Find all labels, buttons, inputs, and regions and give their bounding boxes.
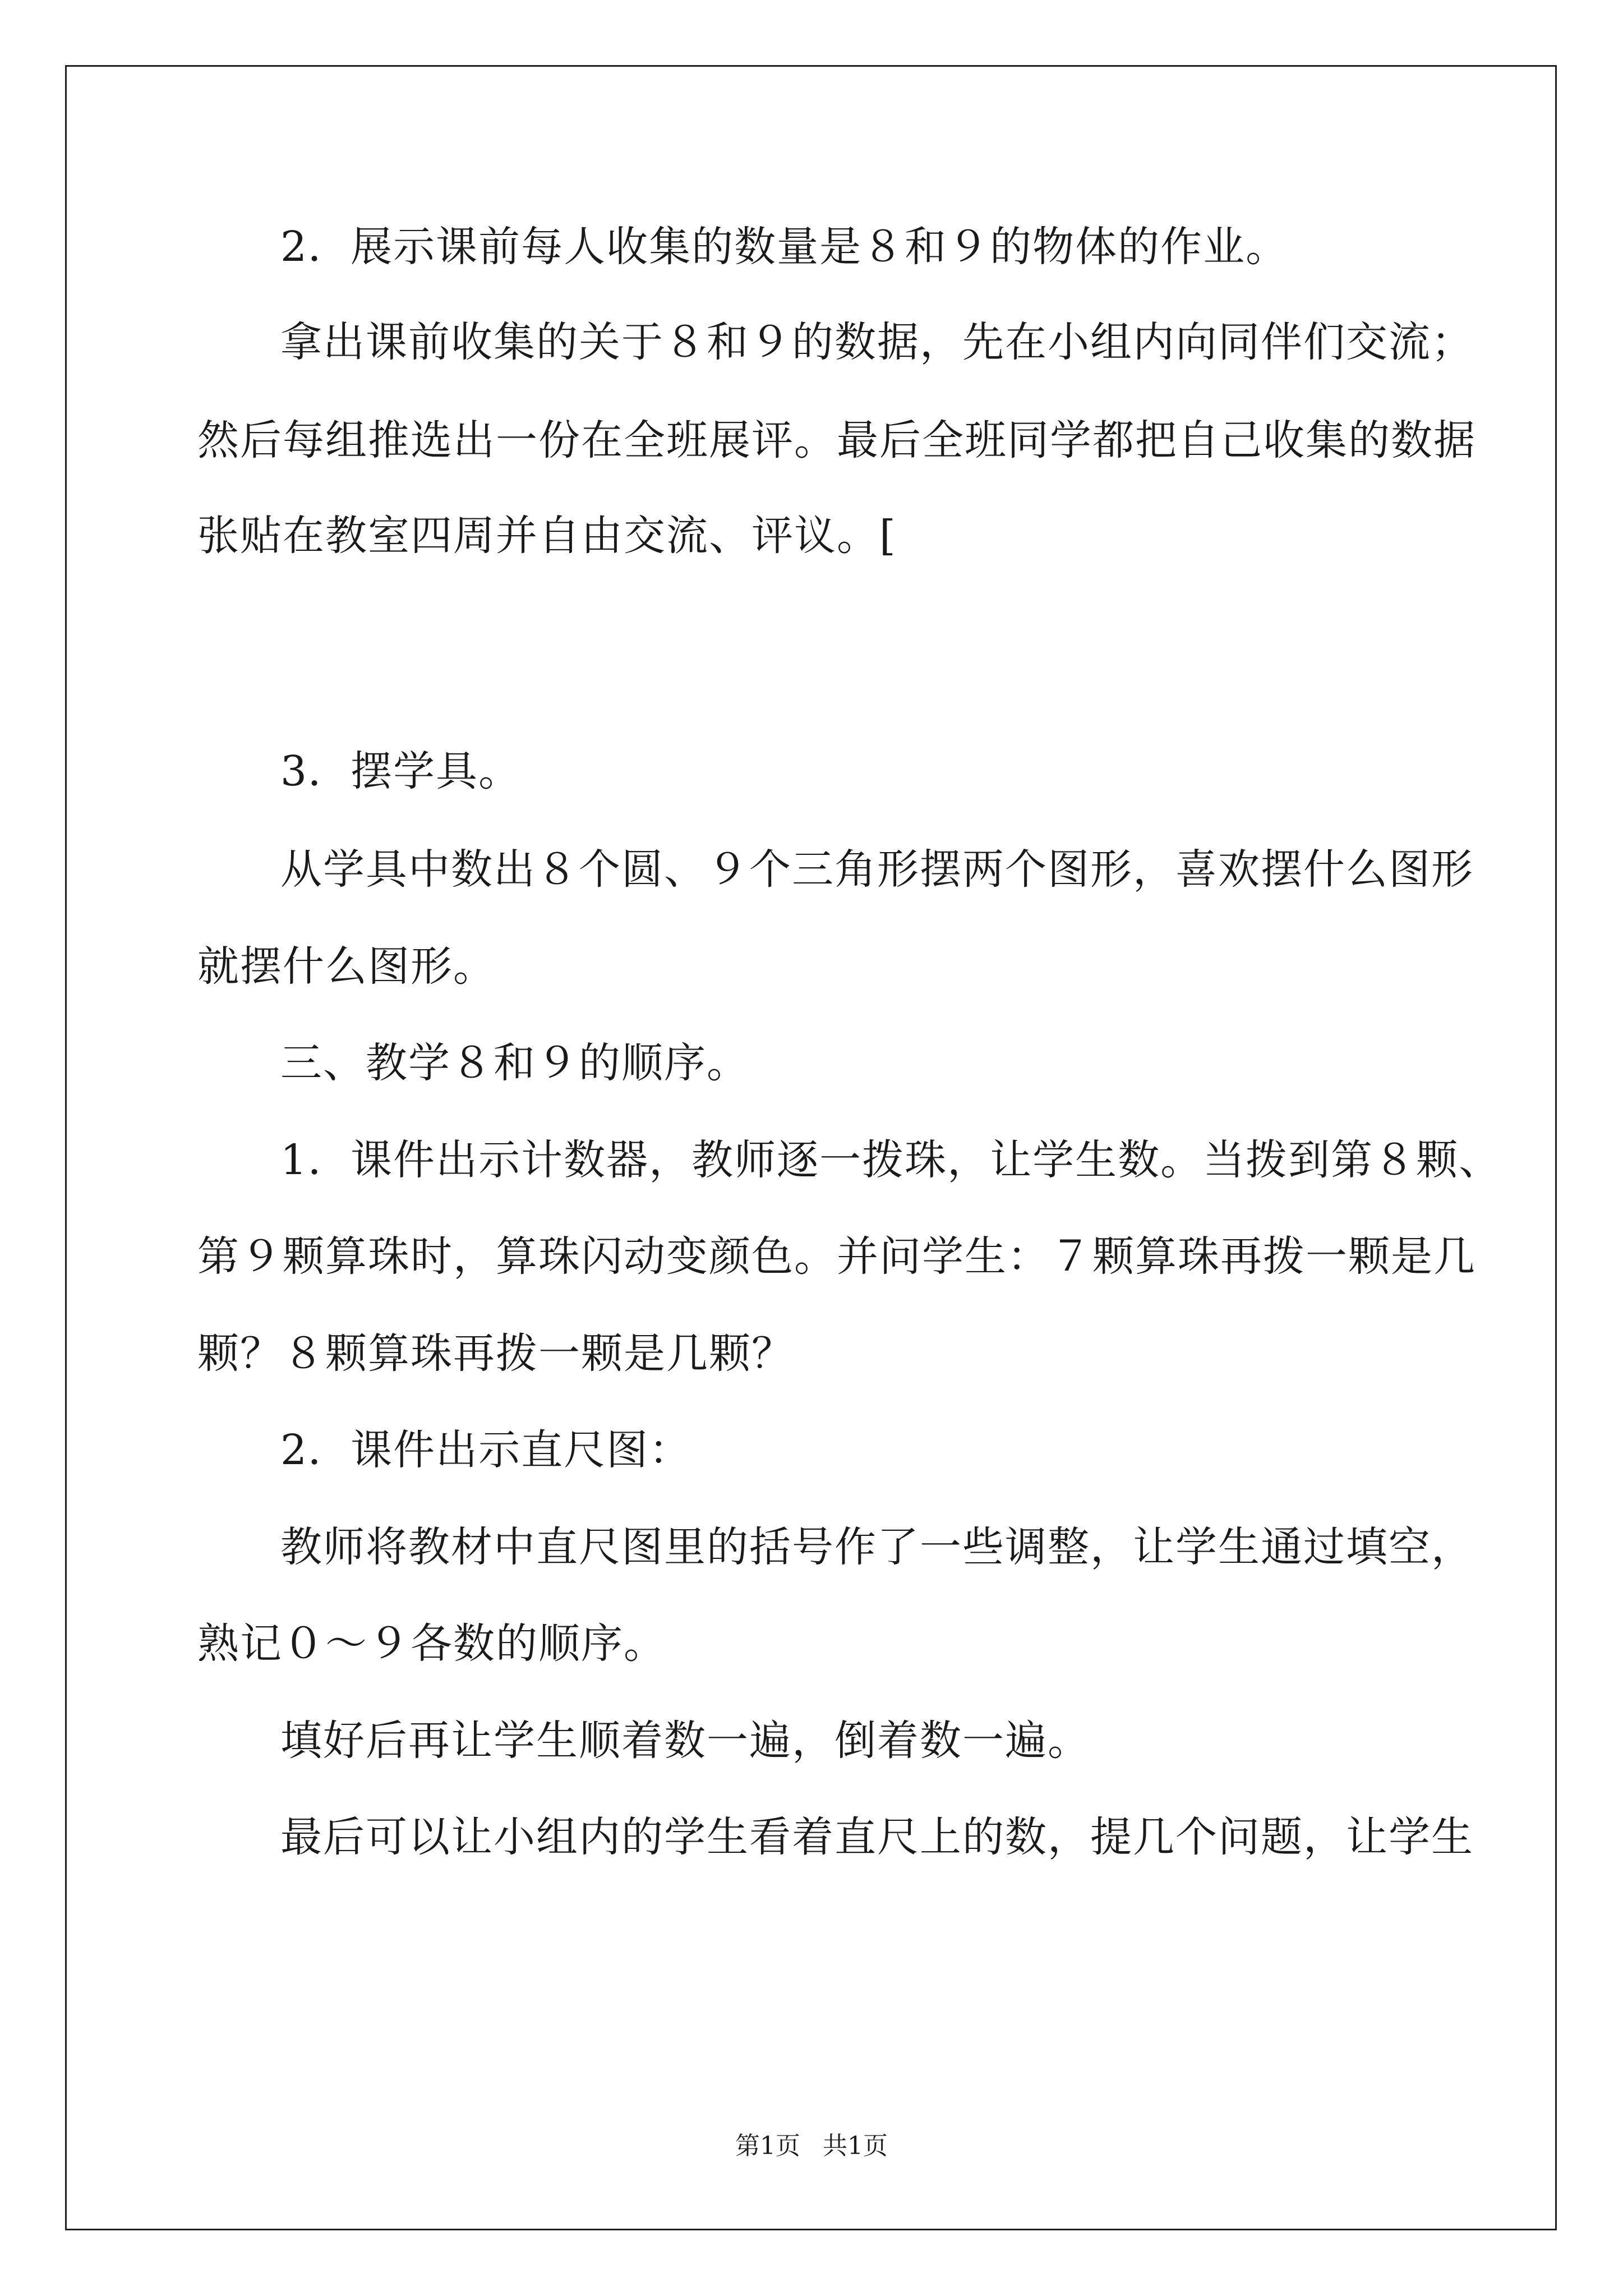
paragraph-line: 最后可以让小组内的学生看着直尺上的数，提几个问题，让学生: [280, 1813, 1474, 1861]
paragraph-line: 填好后再让学生顺着数一遍，倒着数一遍。: [280, 1717, 1090, 1765]
paragraph-line: 教师将教材中直尺图里的括号作了一些调整，让学生通过填空，: [280, 1523, 1474, 1571]
paragraph-line: 然后每组推选出一份在全班展评。最后全班同学都把自己收集的数据: [197, 416, 1476, 464]
page-footer: [0, 2131, 1623, 2162]
paragraph-line: 2．展示课前每人收集的数量是８和９的物体的作业。: [280, 223, 1289, 271]
paragraph-line: 熟记０～９各数的顺序。: [197, 1619, 666, 1668]
paragraph-line: 3．摆学具。: [280, 747, 522, 795]
paragraph-line: 拿出课前收集的关于８和９的数据，先在小组内向同伴们交流；: [280, 318, 1474, 366]
paragraph-line: 就摆什么图形。: [197, 942, 496, 991]
paragraph-line: 颗？８颗算珠再拨一颗是几颗？: [197, 1329, 794, 1378]
paragraph-line: 张贴在教室四周并自由交流、评议。[: [197, 512, 897, 560]
page-total: 共1页: [823, 2132, 888, 2160]
page-number: 第1页: [735, 2132, 800, 2160]
paragraph-line: 2．课件出示直尺图：: [280, 1426, 692, 1474]
paragraph-line: 1．课件出示计数器，教师逐一拨珠，让学生数。当拨到第８颗、: [280, 1136, 1502, 1184]
paragraph-line: 第９颗算珠时，算珠闪动变颜色。并问学生：７颗算珠再拨一颗是几: [197, 1232, 1476, 1281]
section-heading: 三、教学８和９的顺序。: [280, 1039, 749, 1087]
paragraph-line: 从学具中数出８个圆、９个三角形摆两个图形，喜欢摆什么图形: [280, 845, 1474, 894]
